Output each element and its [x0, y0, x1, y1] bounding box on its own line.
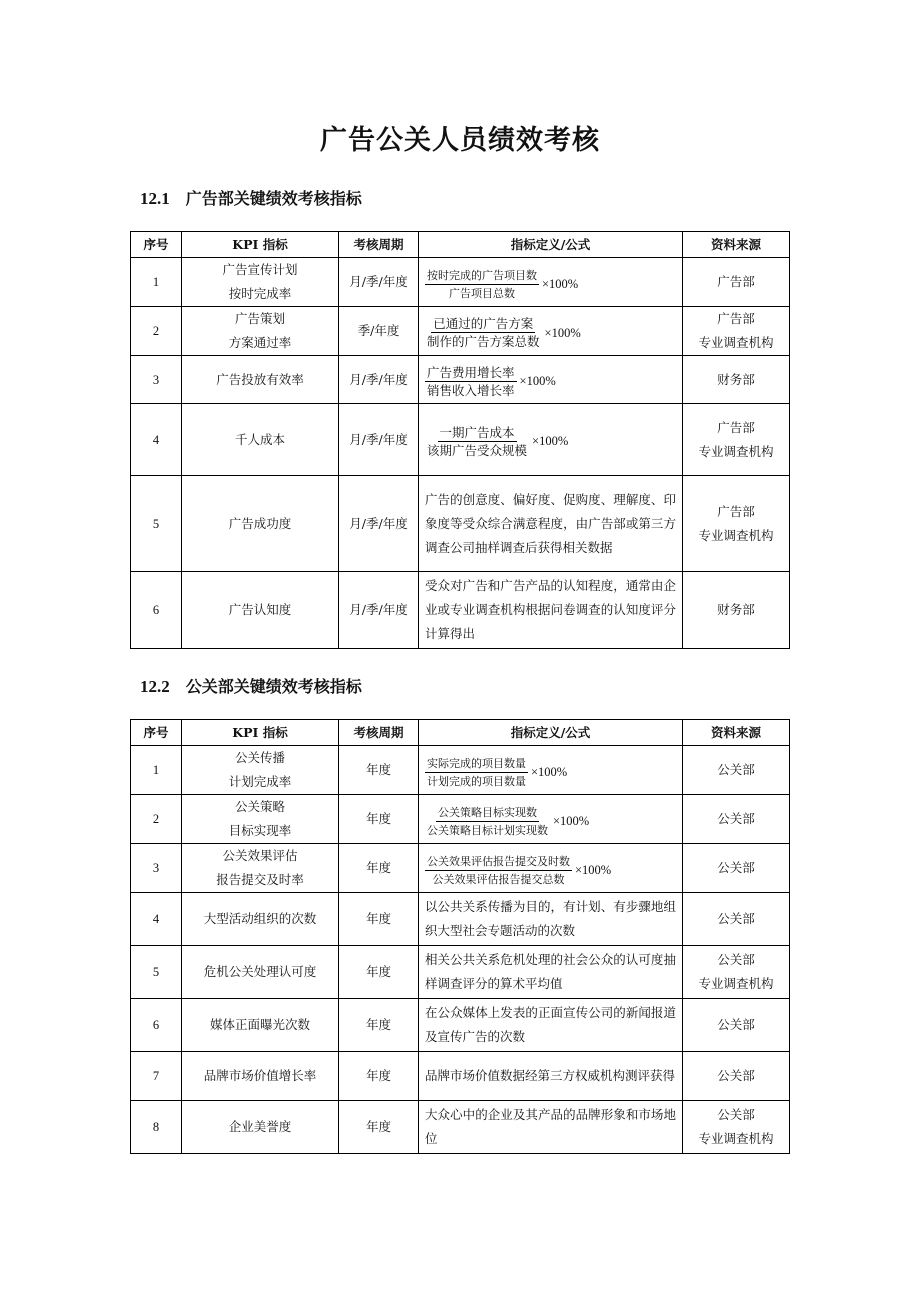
table-row: [131, 844, 790, 893]
cell-kpi: [182, 476, 339, 572]
denominator: 该期广告受众规模: [427, 442, 528, 458]
cell-definition: 相关公共关系危机处理的社会公众的认可度抽样调查评分的算术平均值: [419, 946, 683, 999]
table-header-row: [131, 232, 790, 258]
kpi-line: 广告成功度: [228, 515, 292, 531]
cell-kpi: [182, 307, 339, 356]
kpi-line: 公关策略: [234, 799, 285, 814]
kpi-line: 广告宣传计划: [222, 262, 298, 277]
formula: [425, 424, 568, 459]
cell-definition: 大众心中的企业及其产品的品牌形象和市场地位: [419, 1101, 683, 1154]
cell-source: [683, 999, 790, 1052]
multiplier: ×100%: [542, 277, 579, 291]
header-no: 序号: [131, 232, 182, 258]
multiplier: ×100%: [532, 434, 569, 448]
cell-period: 年度: [339, 999, 419, 1052]
kpi-line: 千人成本: [234, 431, 285, 447]
source-line: 公关部: [717, 1107, 755, 1122]
numerator: 实际完成的项目数量: [425, 755, 528, 773]
kpi-line: 广告认知度: [228, 602, 292, 617]
cell-no: 3: [131, 356, 182, 404]
kpi-line: 广告策划: [234, 311, 285, 326]
cell-kpi: [182, 893, 339, 946]
cell-source: [683, 307, 790, 356]
numerator: 公关效果评估报告提交及时数: [425, 853, 572, 871]
numerator: 广告费用增长率: [427, 364, 515, 380]
cell-period: 年度: [339, 844, 419, 893]
fraction-stack: [425, 755, 528, 790]
source-line: 广告部: [717, 274, 755, 289]
cell-kpi: [182, 356, 339, 404]
source-line: 公关部: [717, 952, 755, 967]
section-heading-2: [140, 674, 362, 697]
kpi-line: 公关传播: [234, 750, 285, 765]
source-line: 专业调查机构: [698, 335, 774, 350]
cell-definition: 受众对广告和广告产品的认知程度，通常由企业或专业调查机构根据问卷调查的认知度评分计算得出: [419, 572, 683, 649]
formula: [425, 755, 567, 790]
cell-kpi: [182, 746, 339, 795]
table-row: [131, 999, 790, 1052]
cell-definition: [419, 795, 683, 844]
source-line: 广告部: [717, 419, 755, 435]
kpi-line: 大型活动组织的次数: [203, 911, 317, 926]
denominator: 销售收入增长率: [427, 382, 515, 398]
source-line: 广告部: [717, 311, 755, 326]
cell-no: 2: [131, 307, 182, 356]
kpi-line: 品牌市场价值增长率: [203, 1068, 317, 1083]
table-row: [131, 946, 790, 999]
cell-period: 月/季/年度: [339, 572, 419, 649]
cell-definition: [419, 404, 683, 476]
kpi-line: 按时完成率: [228, 286, 292, 301]
section-title: 广告部关键绩效考核指标: [185, 189, 362, 208]
formula: [425, 364, 556, 399]
cell-definition: [419, 844, 683, 893]
formula: [425, 804, 589, 839]
source-line: 专业调查机构: [698, 443, 774, 459]
header-source: 资料来源: [683, 232, 790, 258]
kpi-line: 危机公关处理认可度: [203, 964, 317, 979]
cell-definition: [419, 746, 683, 795]
numerator: 已通过的广告方案: [433, 316, 534, 331]
cell-kpi: [182, 404, 339, 476]
kpi-line: 方案通过率: [228, 335, 292, 350]
cell-kpi: [182, 844, 339, 893]
numerator: 一期广告成本: [439, 424, 515, 440]
cell-no: 1: [131, 258, 182, 307]
kpi-table-pr: [130, 719, 790, 1154]
fraction-stack: [425, 424, 529, 459]
table-row: [131, 307, 790, 356]
cell-no: 1: [131, 746, 182, 795]
cell-no: 6: [131, 572, 182, 649]
multiplier: ×100%: [531, 765, 568, 779]
kpi-line: 报告提交及时率: [216, 872, 304, 887]
cell-period: 月/季/年度: [339, 476, 419, 572]
header-source: 资料来源: [683, 720, 790, 746]
cell-source: [683, 572, 790, 649]
header-no: 序号: [131, 720, 182, 746]
multiplier: ×100%: [544, 325, 581, 340]
table-row: [131, 356, 790, 404]
cell-kpi: [182, 999, 339, 1052]
fraction-stack: [425, 804, 550, 839]
kpi-line: 企业美誉度: [228, 1119, 292, 1134]
fraction-stack: [425, 853, 572, 888]
cell-kpi: [182, 946, 339, 999]
cell-period: 年度: [339, 946, 419, 999]
cell-no: 7: [131, 1052, 182, 1101]
cell-period: 季/年度: [339, 307, 419, 356]
denominator: 公关效果评估报告提交总数: [432, 872, 565, 886]
source-line: 专业调查机构: [698, 976, 774, 991]
cell-definition: 以公共关系传播为目的，有计划、有步骤地组织大型社会专题活动的次数: [419, 893, 683, 946]
kpi-line: 计划完成率: [228, 774, 292, 789]
source-line: 公关部: [717, 1017, 755, 1032]
multiplier: ×100%: [575, 863, 612, 877]
header-kpi: KPI 指标: [182, 232, 339, 258]
table-row: [131, 1101, 790, 1154]
cell-source: [683, 946, 790, 999]
table-row: [131, 572, 790, 649]
header-definition: 指标定义/公式: [419, 720, 683, 746]
table-row: [131, 404, 790, 476]
cell-kpi: [182, 795, 339, 844]
cell-source: [683, 844, 790, 893]
section-heading-1: [140, 186, 362, 209]
cell-kpi: [182, 1052, 339, 1101]
cell-definition: 在公众媒体上发表的正面宣传公司的新闻报道及宣传广告的次数: [419, 999, 683, 1052]
denominator: 公关策略目标计划实现数: [427, 823, 548, 837]
table-row: [131, 746, 790, 795]
kpi-line: 公关效果评估: [222, 848, 298, 863]
page-title: 广告公关人员绩效考核: [320, 125, 600, 156]
source-line: 财务部: [717, 602, 755, 617]
cell-source: [683, 404, 790, 476]
cell-source: [683, 795, 790, 844]
cell-period: 年度: [339, 746, 419, 795]
header-period: 考核周期: [339, 720, 419, 746]
source-line: 公关部: [717, 911, 755, 926]
kpi-table-advertising: [130, 231, 790, 649]
kpi-line: 目标实现率: [228, 823, 292, 838]
source-line: 专业调查机构: [698, 1131, 774, 1146]
kpi-line: 媒体正面曝光次数: [209, 1017, 310, 1032]
cell-no: 5: [131, 946, 182, 999]
cell-no: 2: [131, 795, 182, 844]
cell-period: 年度: [339, 1052, 419, 1101]
source-line: 公关部: [717, 762, 755, 777]
cell-source: [683, 746, 790, 795]
cell-no: 3: [131, 844, 182, 893]
cell-definition: 品牌市场价值数据经第三方权威机构测评获得: [419, 1052, 683, 1101]
source-line: 公关部: [717, 860, 755, 875]
table-row: [131, 1052, 790, 1101]
cell-period: 年度: [339, 795, 419, 844]
cell-definition: 广告的创意度、偏好度、促购度、理解度、印象度等受众综合满意程度，由广告部或第三方调查公司抽样调查后获得相关数据: [419, 476, 683, 572]
fraction-stack: [425, 315, 542, 350]
source-line: 公关部: [717, 1068, 755, 1083]
source-line: 财务部: [717, 371, 755, 387]
denominator: 计划完成的项目数量: [427, 774, 526, 788]
cell-definition: [419, 307, 683, 356]
cell-no: 5: [131, 476, 182, 572]
numerator: 按时完成的广告项目数: [425, 267, 539, 285]
cell-no: 4: [131, 404, 182, 476]
table-row: [131, 258, 790, 307]
cell-source: [683, 356, 790, 404]
numerator: 公关策略目标实现数: [436, 804, 539, 822]
denominator: 广告项目总数: [449, 286, 515, 300]
cell-period: 年度: [339, 1101, 419, 1154]
header-period: 考核周期: [339, 232, 419, 258]
cell-source: [683, 1101, 790, 1154]
cell-kpi: [182, 572, 339, 649]
formula: [425, 267, 578, 302]
cell-no: 4: [131, 893, 182, 946]
header-definition: 指标定义/公式: [419, 232, 683, 258]
table-row: [131, 476, 790, 572]
cell-period: 年度: [339, 893, 419, 946]
cell-definition: [419, 356, 683, 404]
multiplier: ×100%: [553, 814, 590, 828]
cell-period: 月/季/年度: [339, 356, 419, 404]
multiplier: ×100%: [519, 374, 556, 388]
fraction-stack: [425, 364, 517, 399]
table-header-row: [131, 720, 790, 746]
formula: [425, 853, 611, 888]
formula: [425, 315, 581, 350]
cell-no: 6: [131, 999, 182, 1052]
cell-kpi: [182, 1101, 339, 1154]
cell-source: [683, 258, 790, 307]
table-row: [131, 795, 790, 844]
cell-definition: [419, 258, 683, 307]
cell-kpi: [182, 258, 339, 307]
section-number: 12.2: [140, 677, 170, 696]
section-number: 12.1: [140, 189, 170, 208]
kpi-line: 广告投放有效率: [216, 371, 304, 387]
denominator: 制作的广告方案总数: [427, 334, 540, 349]
table-row: [131, 893, 790, 946]
cell-period: 月/季/年度: [339, 404, 419, 476]
cell-source: [683, 1052, 790, 1101]
cell-period: 月/季/年度: [339, 258, 419, 307]
cell-source: [683, 476, 790, 572]
cell-source: [683, 893, 790, 946]
header-kpi: KPI 指标: [182, 720, 339, 746]
source-line: 公关部: [717, 811, 755, 826]
fraction-stack: [425, 267, 539, 302]
source-line: 专业调查机构: [698, 527, 774, 543]
source-line: 广告部: [717, 503, 755, 519]
cell-no: 8: [131, 1101, 182, 1154]
section-title: 公关部关键绩效考核指标: [185, 677, 362, 696]
